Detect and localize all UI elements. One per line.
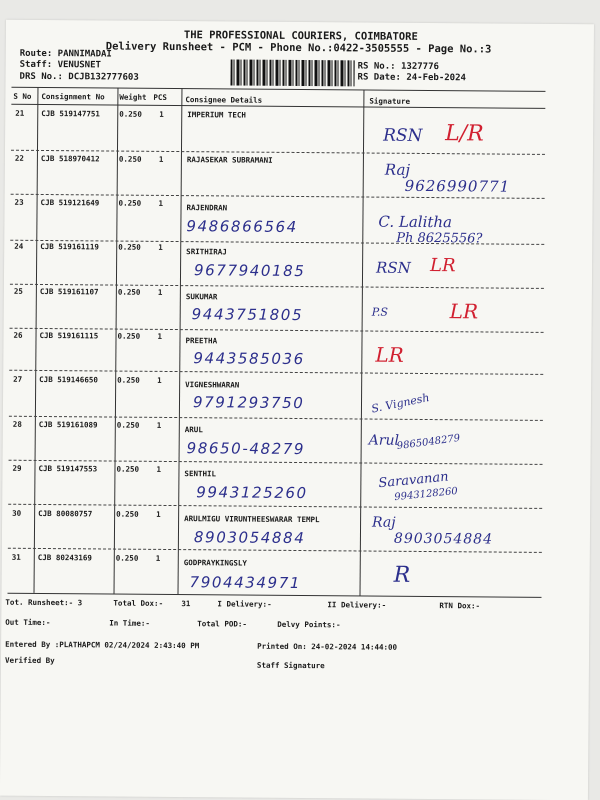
signature: C. Lalitha [378, 212, 453, 232]
lr-mark: LR [449, 299, 479, 324]
runsheet-page [0, 20, 594, 800]
row-weight: 0.250 [118, 154, 142, 164]
row-sno: 27 [13, 374, 23, 384]
signature-phone: 9865048279 [396, 432, 461, 453]
handwritten-phone: 9791293750 [192, 393, 305, 413]
rs-number: RS No.: 1327776 [357, 61, 439, 73]
row-weight: 0.250 [116, 464, 140, 474]
total-dox-value: 31 [181, 599, 191, 609]
row-consignee: SENTHIL [184, 469, 217, 479]
signature-phone: 8903054884 [393, 530, 494, 548]
row-sno: 25 [13, 286, 23, 296]
signature: RSN [376, 258, 411, 277]
row-consignee: RAJASEKAR SUBRAMANI [186, 155, 273, 165]
col-divider [178, 88, 183, 594]
handwritten-phone: 8903054884 [193, 528, 306, 548]
row-pcs: 1 [157, 287, 163, 297]
company-name: THE PROFESSIONAL COURIERS, COIMBATORE [183, 29, 418, 43]
row-consignee: SUKUMAR [185, 292, 218, 302]
signature: RSN [383, 125, 423, 146]
row-pcs: 1 [158, 198, 164, 208]
row-weight: 0.250 [117, 287, 141, 297]
route-label: Route: PANNIMADAI [19, 48, 112, 60]
row-weight: 0.250 [115, 553, 139, 563]
col-pcs: PCS [153, 92, 167, 102]
table-header-border [11, 104, 545, 109]
runsheet-title: Delivery Runsheet - PCM - Phone No.:0422-3505555 - Page No.:3 [105, 40, 492, 56]
row-weight: 0.250 [116, 509, 139, 519]
row-pcs: 1 [156, 464, 162, 474]
row-pcs: 1 [158, 242, 163, 252]
row-sno: 28 [12, 419, 22, 429]
staff-label: Staff: VENUSNET [19, 59, 101, 71]
row-divider [8, 504, 542, 509]
row-pcs: 1 [156, 509, 161, 519]
row-consignee: GODPRAYKINGSLY [183, 558, 248, 568]
tot-runsheet: Tot. Runsheet:- 3 [5, 597, 83, 608]
row-consignee: ARULMIGU VIRUNTHEESWARAR TEMPL [184, 514, 320, 525]
handwritten-phone: 9677940185 [193, 261, 306, 281]
row-consignment: CJB 519161115 [39, 330, 99, 341]
row-sno: 23 [14, 197, 24, 207]
row-weight: 0.250 [119, 109, 142, 119]
row-pcs: 1 [157, 375, 162, 385]
col-divider [359, 90, 364, 596]
row-consignee: PREETHA [185, 336, 218, 346]
barcode [230, 59, 354, 86]
handwritten-phone: 98650-48279 [186, 439, 306, 459]
row-weight: 0.250 [118, 198, 142, 208]
row-pcs: 1 [157, 331, 163, 341]
rs-date: RS Date: 24-Feb-2024 [357, 72, 466, 84]
entered-by: Entered By :PLATHAPCM 02/24/2024 2:43:40 PM [5, 639, 200, 651]
signature: Raj [384, 160, 411, 179]
row-pcs: 1 [155, 553, 161, 563]
col-sno: S No [13, 91, 32, 101]
row-pcs: 1 [156, 420, 162, 430]
drs-number: DRS No.: DCJB132777603 [19, 71, 139, 83]
row-consignee: ARUL [184, 425, 203, 435]
verified-by: Verified By [4, 655, 55, 666]
row-consignment: CJB 80243169 [37, 552, 93, 563]
row-consignment: CJB 518970412 [40, 153, 100, 164]
printed-on: Printed On: 24-02-2024 14:44:00 [257, 641, 398, 652]
signature: R [393, 562, 411, 588]
signature: S. Vignesh [370, 391, 431, 416]
total-pod: Total POD:- [197, 619, 247, 629]
row-consignee: SRITHIRAJ [186, 247, 227, 257]
signature: P.S [371, 305, 388, 319]
signature: LR [375, 342, 404, 367]
handwritten-phone: 9486866564 [186, 217, 298, 236]
signature-phone: 9626990771 [404, 176, 511, 196]
row-consignee: VIGNESHWARAN [185, 380, 240, 390]
row-weight: 0.250 [117, 375, 140, 385]
row-sno: 21 [15, 108, 25, 118]
row-consignment: CJB 519161089 [38, 419, 98, 430]
total-dox-label: Total Dox:- [113, 598, 164, 608]
delvy-points: Delvy Points:- [277, 619, 341, 630]
handwritten-phone: 7904434971 [189, 573, 302, 593]
col-weight: Weight [119, 92, 147, 102]
row-weight: 0.250 [118, 242, 141, 252]
col-signature: Signature [369, 96, 411, 106]
row-consignment: CJB 519161107 [39, 286, 99, 297]
row-divider [8, 548, 542, 553]
row-consignment: CJB 519147751 [41, 108, 101, 119]
ii-delivery: II Delivery:- [327, 600, 387, 610]
row-weight: 0.250 [116, 420, 140, 430]
row-weight: 0.250 [117, 331, 141, 341]
table-top-border [11, 87, 545, 92]
lr-mark: LR [430, 255, 456, 277]
row-consignment: CJB 80080757 [38, 508, 93, 519]
rtn-dox: RTN Dox:- [439, 601, 481, 611]
signature: Raj [372, 514, 396, 531]
row-sno: 22 [14, 153, 24, 163]
row-consignment: CJB 519146650 [39, 374, 98, 385]
row-pcs: 1 [159, 109, 164, 119]
row-sno: 29 [12, 463, 22, 473]
table-bottom-border [8, 593, 542, 598]
row-consignment: CJB 519161119 [40, 241, 99, 252]
col-consignment: Consignment No [41, 91, 105, 102]
handwritten-phone: 9443585036 [193, 349, 305, 369]
row-consignment: CJB 519147553 [38, 463, 98, 474]
row-divider [9, 370, 543, 375]
signature: Arul [368, 432, 400, 449]
handwritten-phone: 9943125260 [196, 483, 308, 503]
row-sno: 30 [12, 508, 22, 518]
row-sno: 24 [14, 241, 24, 251]
row-pcs: 1 [158, 154, 164, 164]
row-sno: 31 [11, 552, 21, 562]
lr-mark: L/R [445, 121, 484, 147]
row-consignee: IMPERIUM TECH [187, 110, 247, 120]
signature-phone: 9943128260 [393, 485, 459, 504]
row-consignee: RAJENDRAN [186, 203, 228, 213]
out-time: Out Time:- [5, 617, 51, 628]
in-time: In Time:- [109, 618, 150, 628]
row-consignment: CJB 519121649 [40, 197, 100, 208]
signature: Saravanan [377, 469, 450, 492]
handwritten-phone: 9443751805 [191, 305, 304, 325]
staff-signature: Staff Signature [256, 660, 325, 671]
i-delivery: I Delivery:- [217, 599, 272, 609]
row-sno: 26 [13, 330, 23, 340]
signature-phone: Ph 8625556? [396, 230, 483, 247]
col-consignee: Consignee Details [185, 95, 263, 105]
